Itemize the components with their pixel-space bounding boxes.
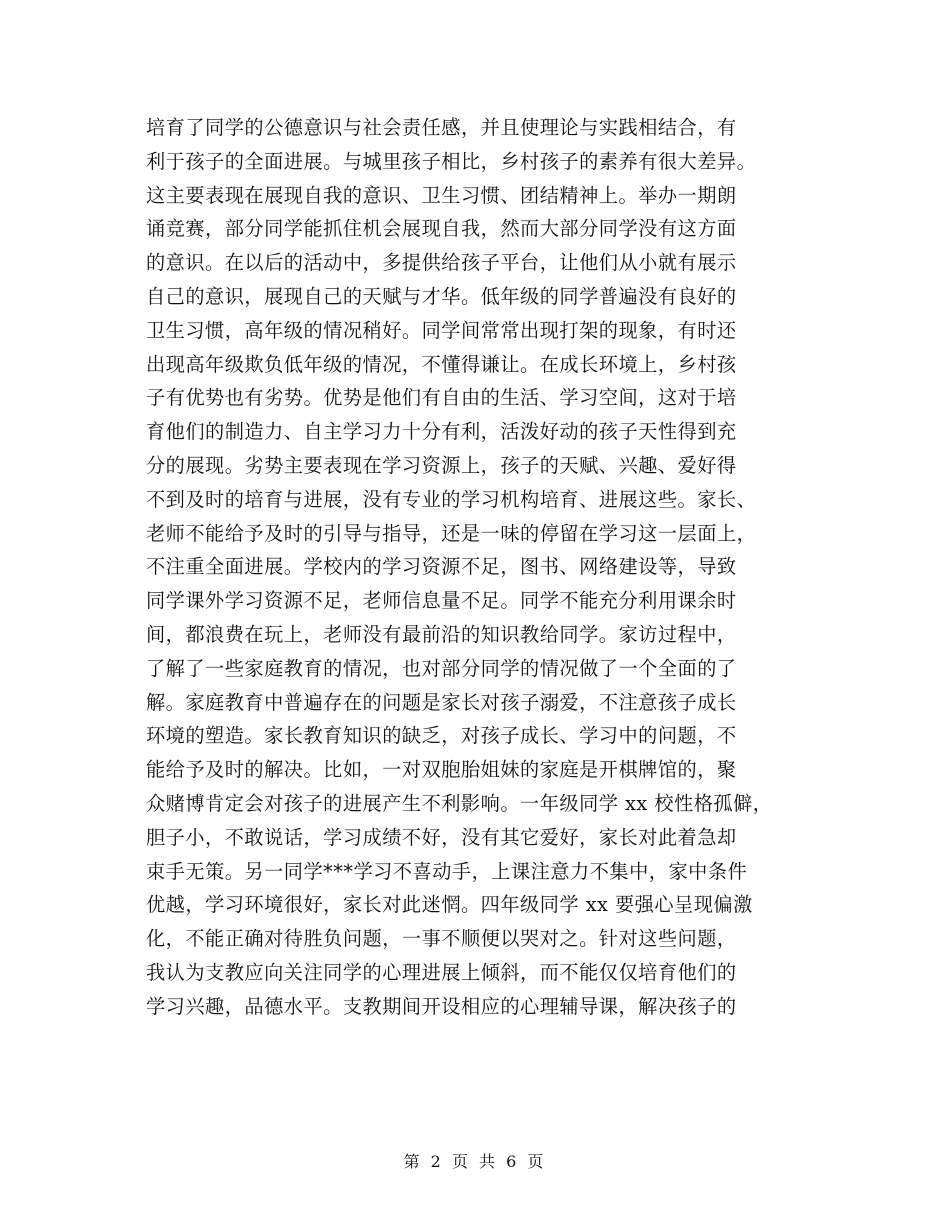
text-line-17: 了解了一些家庭教育的情况，也对部分同学的情况做了一个全面的了	[146, 656, 737, 680]
text-line-7: 卫生习惯，高年级的情况稍好。同学间常常出现打架的现象，有时还	[146, 318, 737, 342]
text-line-9: 子有优势也有劣势。优势是他们有自由的生活、学习空间，这对于培	[146, 386, 737, 410]
text-line-10: 育他们的制造力、自主学习力十分有利，活泼好动的孩子天性得到充	[146, 420, 737, 444]
body-text	[146, 111, 826, 1024]
text-line-14: 不注重全面进展。学校内的学习资源不足，图书、网络建设等，导致	[146, 555, 737, 579]
text-line-20: 能给予及时的解决。比如，一对双胞胎姐妹的家庭是开棋牌馆的，聚	[146, 758, 737, 782]
text-line-16: 间，都浪费在玩上，老师没有最前沿的知识教给同学。家访过程中，	[146, 622, 737, 646]
text-line-21: 众赌博肯定会对孩子的进展产生不利影响。一年级同学 xx 校性格孤僻，	[146, 791, 773, 815]
text-line-22: 胆子小，不敢说话，学习成绩不好，没有其它爱好，家长对此着急却	[146, 825, 737, 849]
text-line-18: 解。家庭教育中普遍存在的问题是家长对孩子溺爱，不注意孩子成长	[146, 690, 737, 714]
text-line-1: 培育了同学的公德意识与社会责任感，并且使理论与实践相结合，有	[146, 116, 737, 139]
text-line-4: 诵竞赛，部分同学能抓住机会展现自我，然而大部分同学没有这方面	[146, 217, 737, 241]
text-line-25: 化，不能正确对待胜负问题，一事不顺便以哭对之。针对这些问题，	[146, 927, 737, 951]
text-line-26: 我认为支教应向关注同学的心理进展上倾斜，而不能仅仅培育他们的	[146, 960, 737, 984]
text-line-6: 自己的意识，展现自己的天赋与才华。低年级的同学普遍没有良好的	[146, 284, 737, 308]
text-line-13: 老师不能给予及时的引导与指导，还是一味的停留在学习这一层面上，	[146, 521, 757, 545]
text-line-11: 分的展现。劣势主要表现在学习资源上，孩子的天赋、兴趣、爱好得	[146, 453, 737, 477]
text-line-19: 环境的塑造。家长教育知识的缺乏，对孩子成长、学习中的问题，不	[146, 724, 737, 748]
text-line-3: 这主要表现在展现自我的意识、卫生习惯、团结精神上。举办一期朗	[146, 183, 737, 207]
text-line-2: 利于孩子的全面进展。与城里孩子相比，乡村孩子的素养有很大差异。	[146, 149, 757, 173]
text-line-5: 的意识。在以后的活动中，多提供给孩子平台，让他们从小就有展示	[146, 251, 737, 275]
text-line-27: 学习兴趣，品德水平。支教期间开设相应的心理辅导课，解决孩子的	[146, 994, 737, 1018]
text-line-15: 同学课外学习资源不足，老师信息量不足。同学不能充分利用课余时	[146, 589, 737, 613]
text-line-24: 优越，学习环境很好，家长对此迷惘。四年级同学 xx 要强心呈现偏激	[146, 893, 753, 917]
text-line-12: 不到及时的培育与进展，没有专业的学习机构培育、进展这些。家长、	[146, 487, 757, 511]
text-line-23: 束手无策。另一同学***学习不喜动手，上课注意力不集中，家中条件	[146, 859, 748, 883]
page-number-footer: 第 2 页 共 6 页	[403, 1152, 547, 1171]
text-line-8: 出现高年级欺负低年级的情况，不懂得谦让。在成长环境上，乡村孩	[146, 352, 737, 376]
